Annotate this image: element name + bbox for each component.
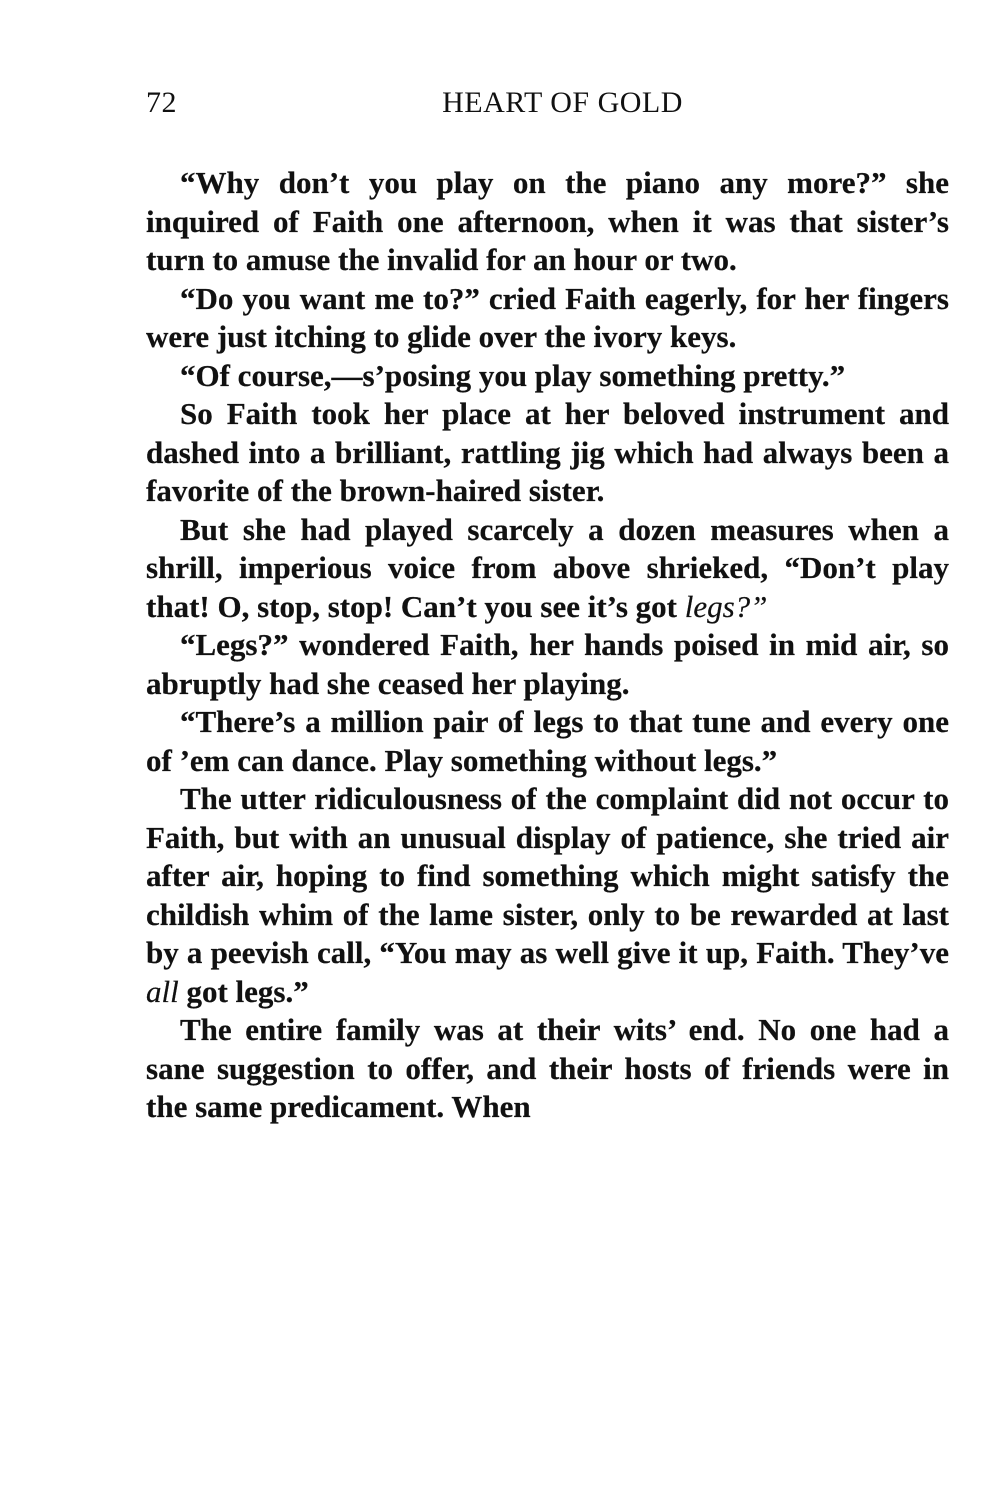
italic-text: all — [146, 973, 179, 1009]
text-segment: The entire family was at their wits’ end. No one had a sane suggestion to offer, and their hosts of friends were in the same predicament. When — [146, 1012, 949, 1124]
paragraph — [146, 395, 949, 511]
text-segment: “There’s a million pair of legs to that tune and every one of ’em can dance. Play something without legs.” — [146, 704, 949, 778]
paragraph — [146, 280, 949, 357]
paragraph — [146, 626, 949, 703]
book-page — [146, 82, 949, 1127]
paragraph — [146, 1011, 949, 1127]
text-segment: “Do you want me to?” cried Faith eagerly, for her fingers were just itching to glide over the ivory keys. — [146, 280, 949, 354]
paragraph — [146, 357, 949, 396]
running-title: HEART OF GOLD — [442, 86, 683, 119]
running-head — [146, 82, 949, 124]
text-segment: But she had played scarcely a dozen measures when a shrill, imperious voice from above shrieked, “Don’t play that! O, stop, stop! Can’t you see it’s got — [146, 511, 949, 624]
paragraph — [146, 511, 949, 627]
paragraph — [146, 780, 949, 1011]
body-text — [146, 164, 949, 1127]
paragraph — [146, 164, 949, 280]
text-segment: got legs.” — [178, 973, 309, 1009]
paragraph — [146, 703, 949, 780]
text-segment: “Of course,—s’posing you play something pretty.” — [180, 357, 846, 393]
text-segment: So Faith took her place at her beloved instrument and dashed into a brilliant, rattling jig which had always been a favorite of the brown-haired sister. — [146, 396, 949, 508]
text-segment: “Why don’t you play on the piano any more?” she inquired of Faith one afternoon, when it was that sister’s turn to amuse the invalid for an hour or two. — [146, 165, 949, 277]
text-segment: The utter ridiculousness of the complaint did not occur to Faith, but with an unusual display of patience, she tried air after air, hoping to find something which might satisfy the childish whim of the lame sister, only to be rewarded at last by a peevish call, “You may as well give it up, Faith. They’ve — [146, 781, 949, 970]
text-segment: “Legs?” wondered Faith, her hands poised in mid air, so abruptly had she ceased her playing. — [146, 627, 949, 701]
page-number: 72 — [146, 86, 177, 119]
italic-text: legs?” — [684, 588, 768, 624]
